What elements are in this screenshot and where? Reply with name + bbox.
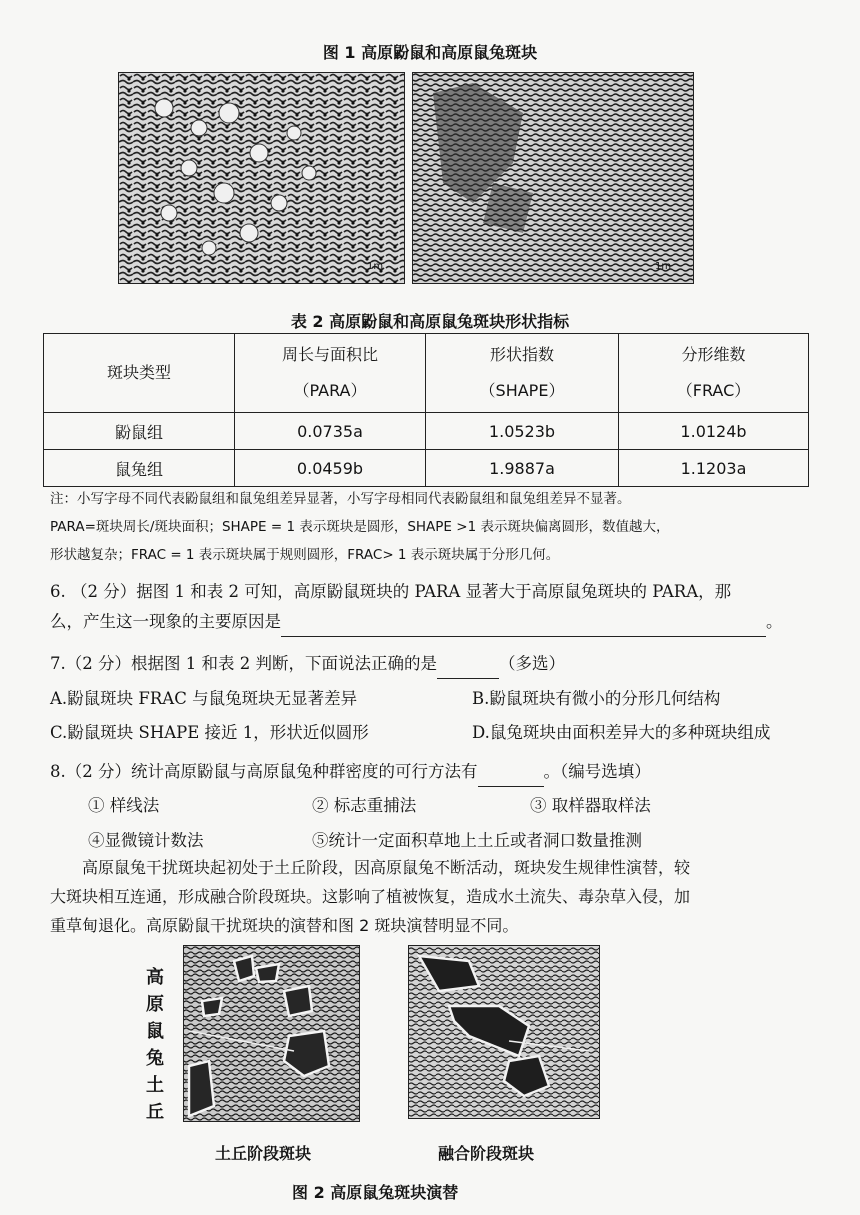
row-label: 鼠兔组 — [44, 450, 235, 487]
shape-index-table — [43, 333, 809, 487]
para-value: 0.0735a — [235, 413, 426, 450]
q7-option-a: A.鼢鼠斑块 FRAC 与鼠兔斑块无显著差异 — [50, 689, 358, 708]
mound-stage-photo — [183, 945, 360, 1122]
q6-answer-blank[interactable] — [281, 616, 766, 637]
note-line: 注：小写字母不同代表鼢鼠组和鼠兔组差异显著，小写字母相同代表鼢鼠组和鼠兔组差异不显著。 — [50, 491, 631, 507]
table-header-row — [44, 334, 809, 413]
row-label: 鼢鼠组 — [44, 413, 235, 450]
header-patch-type: 斑块类型 — [44, 334, 235, 413]
passage — [50, 853, 830, 940]
question-7: 7.（2 分）根据图 1 和表 2 判断，下面说法正确的是 （多选） — [50, 649, 830, 679]
scale-label-1: 1m — [367, 261, 384, 272]
note-line: 形状越复杂；FRAC = 1 表示斑块属于规则圆形，FRAC> 1 表示斑块属于分形几何。 — [50, 547, 560, 563]
q8-option-1: ① 样线法 — [88, 796, 160, 815]
question-8: 8.（2 分）统计高原鼢鼠与高原鼠兔种群密度的可行方法有 。（编号选填） — [50, 757, 830, 787]
merged-stage-label: 融合阶段斑块 — [438, 1144, 535, 1163]
q8-option-3: ③ 取样器取样法 — [530, 796, 651, 815]
table-notes — [50, 485, 840, 569]
question-6: 6. （2 分）据图 1 和表 2 可知，高原鼢鼠斑块的 PARA 显著大于高原鼠兔斑块的 PARA，那 么，产生这一现象的主要原因是 。 — [50, 577, 830, 637]
q7-option-b: B.鼢鼠斑块有微小的分形几何结构 — [472, 689, 721, 708]
figure2-caption: 图 2 高原鼠兔斑块演替 — [292, 1183, 459, 1202]
zokor-patch-photo — [118, 72, 405, 284]
q8-option-4: ④显微镜计数法 — [88, 831, 204, 850]
mound-stage-label: 土丘阶段斑块 — [215, 1144, 312, 1163]
q6-line2: 么，产生这一现象的主要原因是 — [50, 612, 281, 631]
passage-line: 大斑块相互连通，形成融合阶段斑块。这影响了植被恢复，造成水土流失、毒杂草入侵，加 — [50, 887, 691, 906]
table-row — [44, 450, 809, 487]
shape-value: 1.9887a — [426, 450, 619, 487]
frac-value: 1.1203a — [619, 450, 809, 487]
note-line: PARA=斑块周长/斑块面积；SHAPE = 1 表示斑块是圆形，SHAPE >1 表示斑块偏离圆形，数值越大， — [50, 519, 670, 535]
side-label-pika-mound: 高原鼠兔土丘 — [146, 967, 164, 1123]
q7-stem: 7.（2 分）根据图 1 和表 2 判断，下面说法正确的是 — [50, 654, 437, 673]
scale-label-2: 1m — [655, 261, 672, 272]
figure1-caption: 图 1 高原鼢鼠和高原鼠兔斑块 — [322, 43, 538, 62]
passage-line: 高原鼠兔干扰斑块起初处于土丘阶段，因高原鼠兔不断活动，斑块发生规律性演替，较 — [82, 858, 691, 877]
header-shape: 形状指数 （SHAPE） — [426, 334, 619, 413]
shape-value: 1.0523b — [426, 413, 619, 450]
header-frac: 分形维数 （FRAC） — [619, 334, 809, 413]
q7-option-c: C.鼢鼠斑块 SHAPE 接近 1，形状近似圆形 — [50, 723, 369, 742]
q8-option-5: ⑤统计一定面积草地上土丘或者洞口数量推测 — [312, 831, 642, 850]
table2-caption: 表 2 高原鼢鼠和高原鼠兔斑块形状指标 — [290, 312, 570, 331]
merged-stage-photo — [408, 945, 600, 1119]
q8-stem: 8.（2 分）统计高原鼢鼠与高原鼠兔种群密度的可行方法有 — [50, 762, 478, 781]
passage-line: 重草甸退化。高原鼢鼠干扰斑块的演替和图 2 斑块演替明显不同。 — [50, 916, 519, 935]
header-para: 周长与面积比 （PARA） — [235, 334, 426, 413]
q8-answer-blank[interactable] — [478, 766, 544, 787]
para-value: 0.0459b — [235, 450, 426, 487]
pika-patch-photo — [412, 72, 694, 284]
q7-option-d: D.鼠兔斑块由面积差异大的多种斑块组成 — [472, 723, 771, 742]
q7-answer-blank[interactable] — [437, 658, 499, 679]
q8-option-2: ② 标志重捕法 — [312, 796, 417, 815]
frac-value: 1.0124b — [619, 413, 809, 450]
table-row — [44, 413, 809, 450]
q6-line1: 6. （2 分）据图 1 和表 2 可知，高原鼢鼠斑块的 PARA 显著大于高原鼠兔斑块的 PARA，那 — [50, 582, 732, 601]
